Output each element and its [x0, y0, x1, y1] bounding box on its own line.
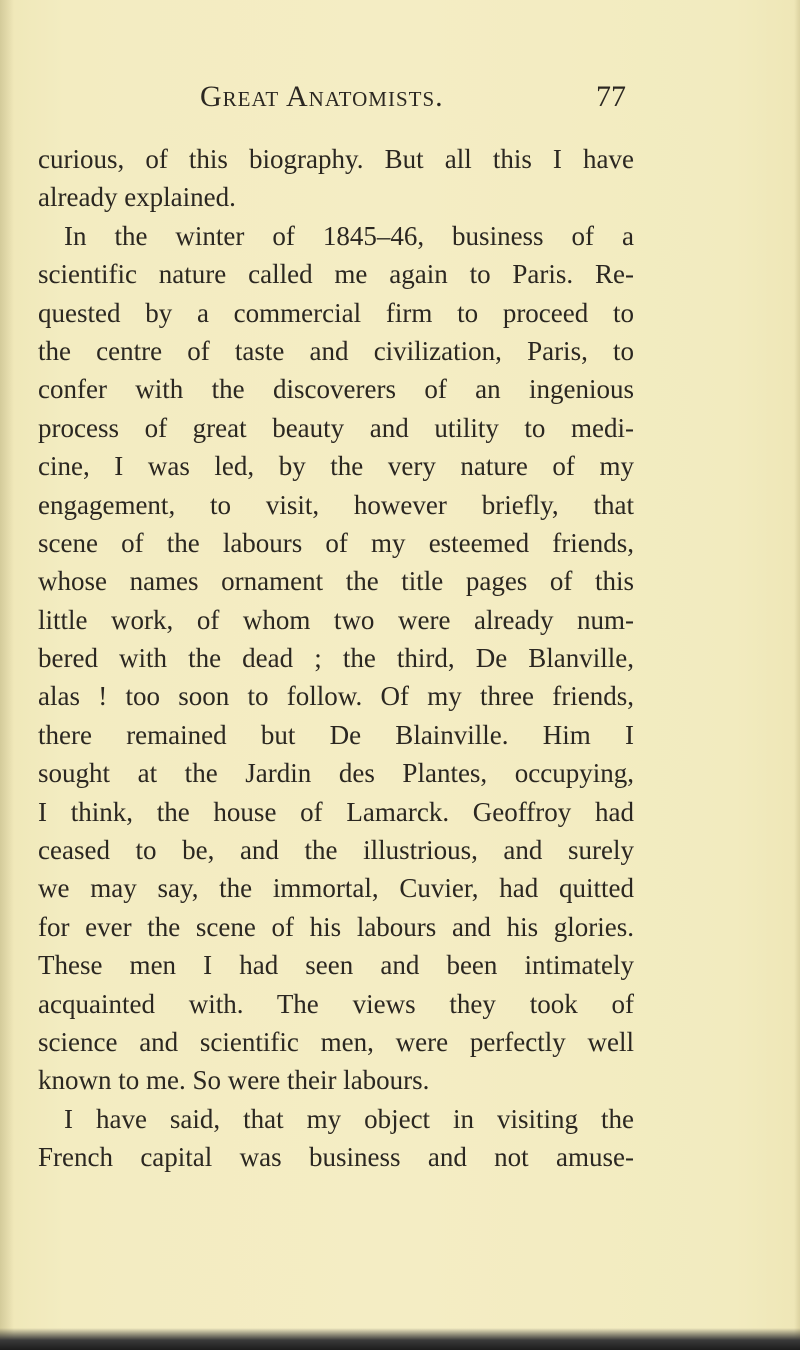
page-gutter-shadow — [0, 0, 14, 1350]
text-line: I think, the house of Lamarck. Geoffroy had — [38, 796, 634, 827]
running-head: Great Anatomists. — [200, 80, 444, 113]
page-bottom-edge — [0, 1328, 800, 1350]
text-line: quested by a commercial firm to proceed to — [38, 297, 634, 328]
text-line: These men I had seen and been intimately — [38, 950, 634, 981]
text-line: bered with the dead ; the third, De Blanville, — [38, 643, 634, 674]
text-line: engagement, to visit, however briefly, that — [38, 489, 634, 520]
text-line: process of great beauty and utility to medi- — [38, 412, 634, 443]
text-line: I have said, that my object in visiting the — [64, 1103, 634, 1134]
text-line: there remained but De Blainville. Him I — [38, 719, 634, 750]
text-line: sought at the Jardin des Plantes, occupying, — [38, 758, 634, 789]
text-line: In the winter of 1845–46, business of a — [64, 220, 634, 251]
text-line: science and scientific men, were perfectly well — [38, 1026, 634, 1057]
text-line: for ever the scene of his labours and his glories. — [38, 911, 634, 942]
text-line: scientific nature called me again to Paris. Re- — [38, 259, 634, 290]
text-line: confer with the discoverers of an ingenious — [38, 374, 634, 405]
text-line: ceased to be, and the illustrious, and surely — [38, 835, 634, 866]
text-line: curious, of this biography. But all this I have — [38, 144, 634, 174]
text-line: French capital was business and not amuse- — [38, 1142, 634, 1173]
text-line: whose names ornament the title pages of this — [38, 566, 634, 597]
text-line: the centre of taste and civilization, Paris, to — [38, 335, 634, 366]
text-line: we may say, the immortal, Cuvier, had quitted — [38, 873, 634, 904]
text-line: already explained. — [38, 182, 236, 213]
page-number: 77 — [596, 80, 626, 113]
text-line: alas ! too soon to follow. Of my three friends, — [38, 681, 634, 712]
text-line: acquainted with. The views they took of — [38, 988, 634, 1019]
text-line: cine, I was led, by the very nature of my — [38, 451, 634, 482]
page-header — [0, 80, 800, 130]
text-line: known to me. So were their labours. — [38, 1065, 430, 1096]
body-text — [38, 140, 634, 1177]
page-right-edge — [794, 0, 800, 1350]
text-line: little work, of whom two were already num- — [38, 604, 634, 635]
text-line: scene of the labours of my esteemed friends, — [38, 527, 634, 558]
